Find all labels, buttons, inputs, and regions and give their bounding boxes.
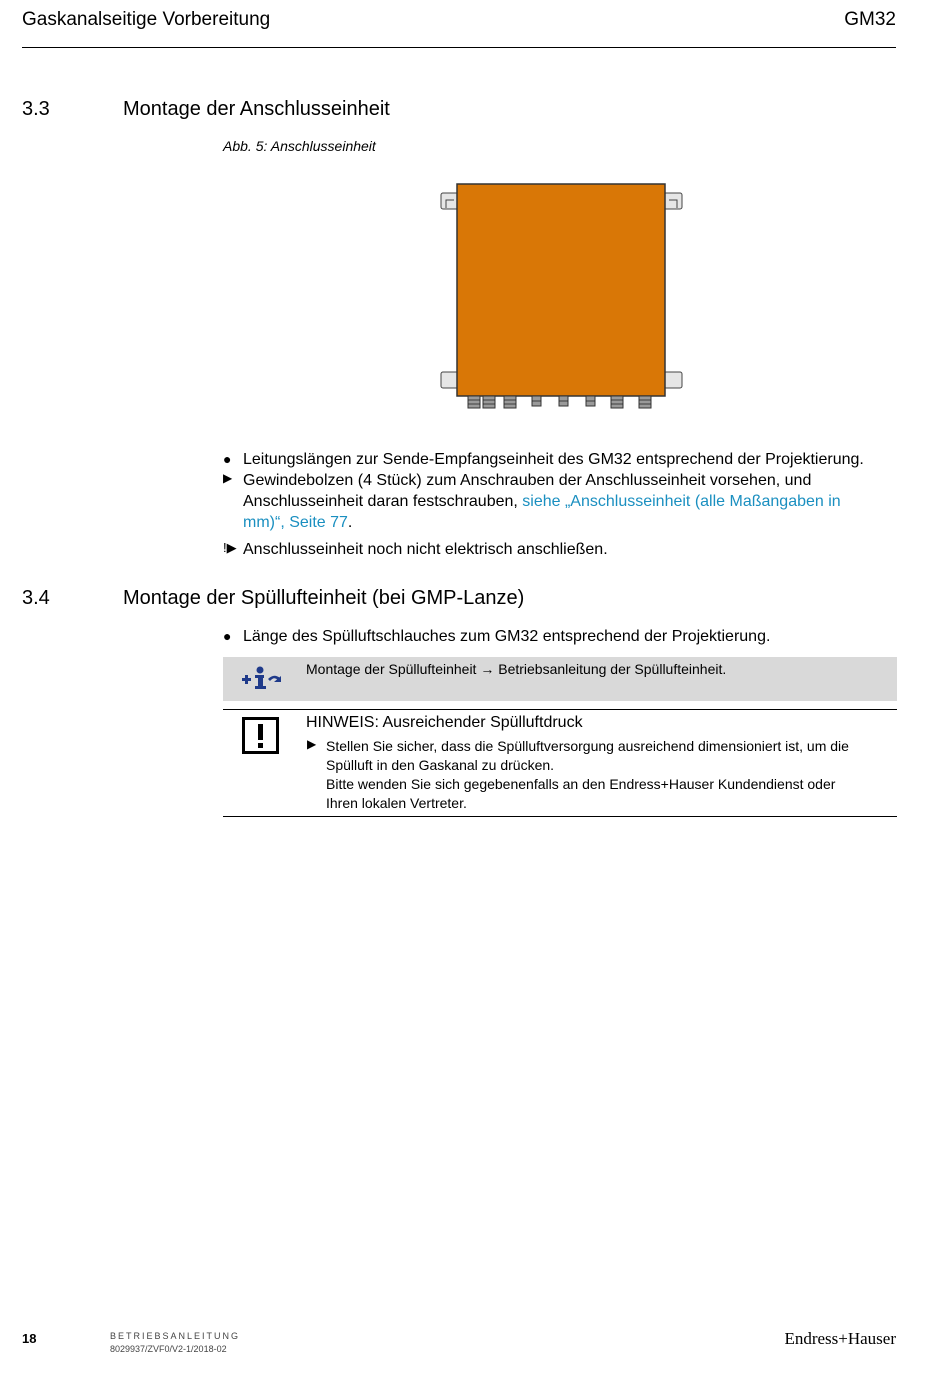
section-number-3-3: 3.3: [22, 98, 50, 120]
section-number-3-4: 3.4: [22, 587, 50, 609]
header-divider: [22, 47, 896, 48]
cross-reference-link[interactable]: siehe „Anschlusseinheit (alle Maßangaben in: [522, 493, 841, 510]
triangle-right-icon: ▶: [307, 737, 317, 751]
notice-line-2: Spülluft in den Gaskanal zu drücken.: [326, 757, 555, 773]
mounting-bracket-top-right: [664, 193, 682, 209]
step-threaded-bolts: [243, 470, 903, 533]
info-text: Montage der Spüllufteinheit → Betriebsanleitung der Spüllufteinheit.: [306, 661, 727, 677]
document-code: 8029937/ZVF0/V2-1/2018-02: [110, 1344, 227, 1354]
figure-caption: Abb. 5: Anschlusseinheit: [223, 138, 376, 154]
notice-line-4: Ihren lokalen Vertreter.: [326, 795, 467, 811]
info-plus-icon: [241, 665, 283, 698]
brand-logo: Endress+Hauser: [784, 1329, 896, 1348]
bullet-dot-icon: ●: [223, 628, 232, 644]
header-product: GM32: [844, 9, 896, 30]
notice-body: [326, 737, 896, 813]
bullet-hose-length: Länge des Spülluftschlauches zum GM32 entsprechend der Projektierung.: [243, 628, 771, 645]
notice-line-1: Stellen Sie sicher, dass die Spülluftversorgung ausreichend dimensioniert ist, um die: [326, 738, 849, 754]
notice-line-3: Bitte wenden Sie sich gegebenenfalls an den Endress+Hauser Kundendienst oder: [326, 776, 836, 792]
step-bolts-end: .: [347, 514, 353, 531]
notice-title: HINWEIS: Ausreichender Spülluftdruck: [306, 714, 583, 731]
cross-reference-link-continued[interactable]: mm)“, Seite 77: [243, 514, 348, 531]
bullet-cable-lengths: Leitungslängen zur Sende-Empfangseinheit des GM32 entsprechend der Projektierung.: [243, 451, 864, 468]
step-bolts-line2: Anschlusseinheit daran festschrauben,: [243, 493, 523, 510]
step-bolts-line1: Gewindebolzen (4 Stück) zum Anschrauben der Anschlusseinheit vorsehen, und: [243, 472, 812, 489]
bullet-dot-icon: ●: [223, 451, 232, 467]
section-title-3-4: Montage der Spüllufteinheit (bei GMP-Lanze): [123, 587, 525, 609]
mounting-bracket-bottom-right: [664, 372, 682, 388]
header-section-title: Gaskanalseitige Vorbereitung: [22, 9, 271, 30]
warning-step-icon: !▶: [223, 540, 237, 555]
cable-glands: [468, 396, 651, 408]
notice-divider-top: [223, 709, 897, 710]
connection-unit-figure: [440, 182, 684, 419]
document-type: BETRIEBSANLEITUNG: [110, 1331, 241, 1341]
triangle-right-icon: ▶: [223, 471, 233, 485]
unit-housing: [457, 184, 665, 396]
section-title-3-3: Montage der Anschlusseinheit: [123, 98, 390, 120]
exclamation-box-icon: [242, 717, 279, 759]
page-number: 18: [22, 1331, 37, 1346]
step-no-electrical-connection: Anschlusseinheit noch nicht elektrisch anschließen.: [243, 541, 608, 558]
notice-divider-bottom: [223, 816, 897, 817]
